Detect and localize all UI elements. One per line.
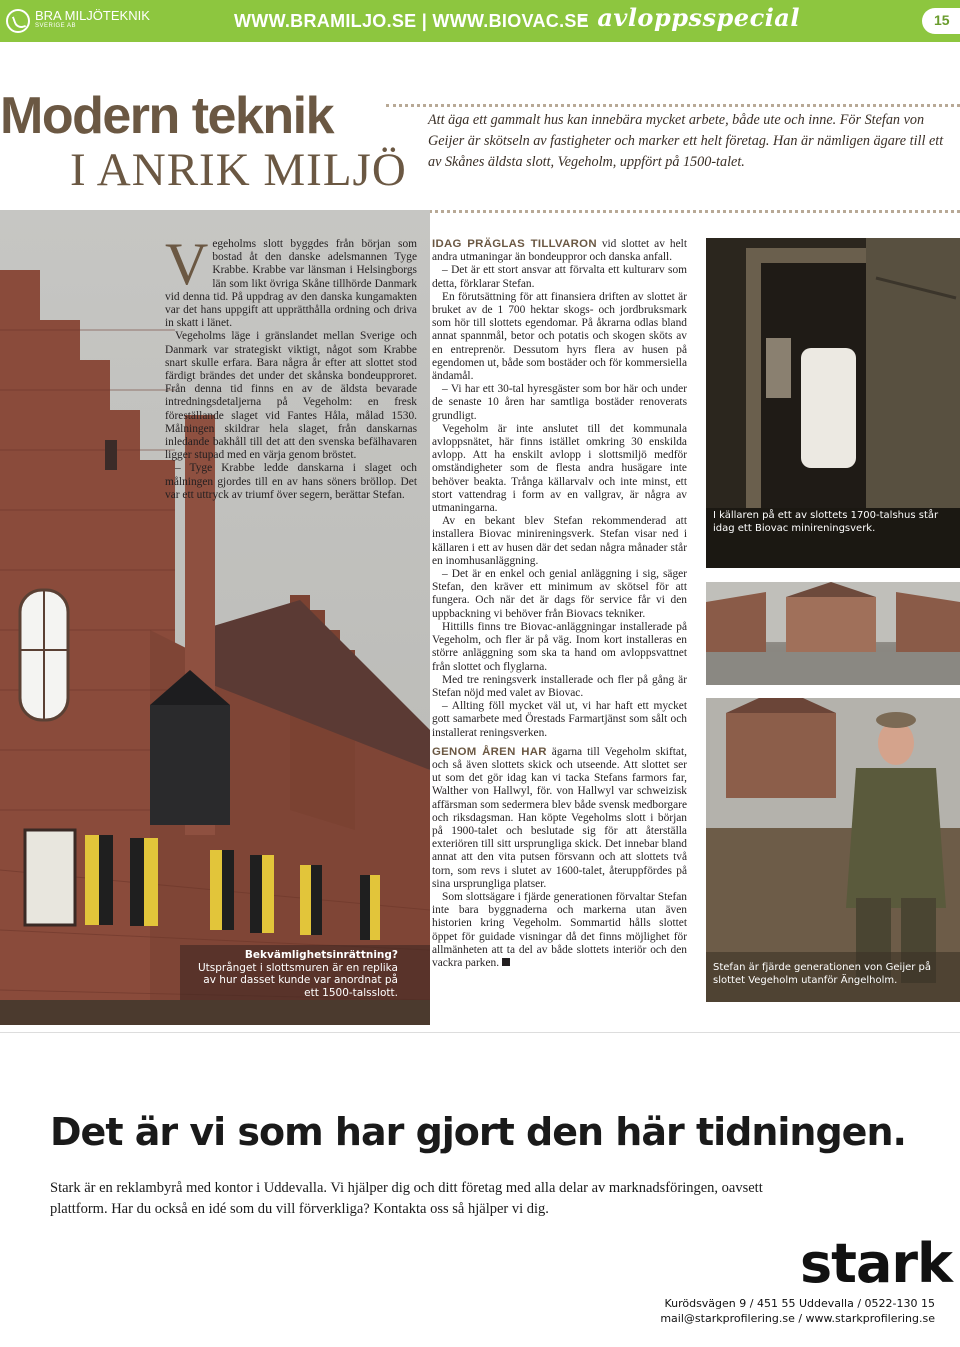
castle-caption-title: Bekvämlighetsinrättning? <box>244 949 398 961</box>
leadin-heading-2: GENOM ÅREN HAR <box>432 745 547 758</box>
leadin-heading-1: IDAG PRÄGLAS TILLVARON <box>432 238 597 250</box>
courtyard-photo <box>706 582 960 685</box>
ad-headline: Det är vi som har gjort den här tidningen. <box>50 1110 906 1154</box>
ad-contact-info <box>560 1296 935 1326</box>
cellar-caption: I källaren på ett av slottets 1700-talshus står idag ett Biovac minireningsverk. <box>713 510 939 534</box>
col2-paragraph-12: Som slottsägare i fjärde generationen förvaltar Stefan inte bara byggnaderna och markerna utan även historien kring Vegeholm. Sommartid hålls slottet öppet för guidade visningar då det finns möjlighet för allmänheten att ta del av både slottets interiör och den vackra parken. <box>432 890 687 969</box>
drop-cap: V <box>165 231 209 297</box>
owner-photo <box>706 698 960 1002</box>
col2-paragraph-1: vid slottet av helt andra utmaningar än bondeuppror och danska anfall. <box>432 238 687 264</box>
article-subtitle: I ANRIK MILJÖ <box>70 144 407 196</box>
leaf-logo-icon <box>6 9 30 33</box>
col2-paragraph-11: ägarna till Vegeholm skiftat, och så även slottets skick och utseende. Att slottet ser ut som det gör idag kan vi tacka Stefans farmors far, Walther von Hallwyl, för. von Hallwyl var schweizisk affärsman som sedermera blev både svensk medborgare och riksdagsman. Han köpte Vegeholms slott i början på 1900-talet och beslutade sig för att återställa exteriören till sitt ursprungliga skick. Det innebar bland annat att den vita putsen försvann och att slottets två torn, som revs i slutet av 1600-talet, återuppfördes på sina ursprungliga platser. <box>432 745 687 890</box>
col1-paragraph-2: Vegeholms läge i gränslandet mellan Sverige och Danmark var strategiskt viktigt, något som Krabbe snart skulle erfara. Bara några år efter att slottet stod färdigt brändes det under det skånska bondeupproret. Från denna tid finns en av de äldsta bevarade intredningsdetaljerna på Vegeholm: en fresk föreställande slaget vid Fantes Håla, målad 1530. Målningen skildrar hela slaget, från danskarnas inledande bakhåll till det att den svenska befälhavaren ligger stupad med en värja genom bröstet. <box>165 330 417 462</box>
castle-caption <box>190 949 398 999</box>
section-label: - avloppsspecial <box>578 3 800 32</box>
col2-paragraph-5: Vegeholm är inte anslutet till det kommunala avloppsnätet, här finns istället omkring 30 enskilda avlopp. Att ha enskilt avlopp i slottsmiljö medför omständigheter som de flesta andra husägare inte behöver beakta. Trånga källarvalv och inte minst, ett stort vattendrag i form av en vallgrav, är några av utmaningarna. <box>432 422 687 515</box>
col2-paragraph-3: En förutsättning för att finansiera driften av slottet är bruket av de 1 700 hektar skogs- och jordbruksmark som hör till slottets egendomar. På åkrarna odlas bland annat spannmål, betor och potatis och skogen sköts av en entreprenör. Dessutom hyrs flera av husen på egendomen ut, både som bostäder och för kommersiella ändamål. <box>432 290 687 383</box>
col2-paragraph-4: – Vi har ett 30-tal hyresgäster som bor här och under de senaste 10 åren har samtliga bostäder renoverats grundligt. <box>432 383 687 422</box>
dotted-rule-top <box>386 104 960 107</box>
col2-paragraph-10: – Allting föll mycket väl ut, vi har haft ett mycket gott samarbete med Örestads Farmartjänst som sålt och installerat reningsverken. <box>432 700 687 739</box>
article-title: Modern teknik <box>0 87 333 145</box>
courtyard-illustration <box>706 582 960 685</box>
col2-paragraph-2: – Det är ett stort ansvar att förvalta ett kulturarv som detta, förklarar Stefan. <box>432 264 687 290</box>
cellar-photo <box>706 238 960 568</box>
header-urls[interactable]: WWW.BRAMILJO.SE | WWW.BIOVAC.SE <box>234 11 589 31</box>
owner-caption: Stefan är fjärde generationen von Geijer på slottet Vegeholm utanför Ängelholm. <box>713 962 932 986</box>
ad-email-web[interactable]: mail@starkprofilering.se / www.starkprofilering.se <box>660 1312 935 1325</box>
owner-illustration <box>706 698 960 1002</box>
article-intro: Att äga ett gammalt hus kan innebära mycket arbete, både ute och inne. För Stefan von Geijer är skötseln av fastigheter och marker ett helt företag. Han är nämligen ägare till ett av Skånes äldsta slott, Vegeholm, uppfört på 1500-talet. <box>428 112 944 170</box>
col1-paragraph-1: egeholms slott byggdes från början som bostad åt den danske adelsmannen Tyge Krabbe. Krabbe var länsman i Helsingborgs län som likt övriga Skåne tillhörde Danmark vid denna tid. På uppdrag av den danska kungamakten var det hans uppgift att upprätthålla ordning och driva in skatt i länet. <box>165 238 417 330</box>
end-mark-icon <box>502 958 510 966</box>
ad-body-text: Stark är en reklambyrå med kontor i Uddevalla. Vi hjälper dig och ditt företag med alla delar av marknadsföringen, oavsett plattform. Har du också en idé som du vill förverkliga? Kontakta oss så hjälper vi dig. <box>50 1180 763 1217</box>
castle-caption-text: Utsprånget i slottsmuren är en replika av hur dasset kunde var anordnat på ett 1500-talsslott. <box>197 961 398 999</box>
article-column-1 <box>165 231 417 502</box>
stark-logo: stark <box>800 1232 952 1295</box>
page-number-badge <box>922 8 960 34</box>
ad-address: Kurödsvägen 9 / 451 55 Uddevalla / 0522-130 15 <box>664 1297 935 1310</box>
article-column-2 <box>432 238 687 970</box>
col2-paragraph-7: – Det är en enkel och genial anläggning i sig, säger Stefan, den kräver ett minimum av skötsel för att fungera. Och när det är dags för service får vi den uppbackning vi behöver från Biovacs tekniker. <box>432 568 687 620</box>
brand-subtitle: SVERIGE AB <box>35 23 77 29</box>
col2-paragraph-6: Av en bekant blev Stefan rekommenderad att installera Biovac minireningsverk. Stefan visar ned i källaren i ett av husen där det sedan några månader står en inomhusanläggning. <box>432 515 687 567</box>
col2-paragraph-9: Med tre reningsverk installerade och fler på gång är Stefan nöjd med valet av Biovac. <box>432 673 687 699</box>
page-number: 15 <box>934 12 950 28</box>
col2-paragraph-8: Hittills finns tre Biovac-anläggningar installerade på Vegeholm, och fler är på väg. Inom kort installeras en större anläggning som ska ta hand om avloppsvattnet från slottet och flyglarna. <box>432 620 687 673</box>
col1-paragraph-3: – Tyge Krabbe ledde danskarna i slaget och målningen gjordes till en av hans söners bröllop. Det var ett uttryck av triumf över segern, berättar Stefan. <box>165 462 417 501</box>
brand-name: BRA MILJÖTEKNIK <box>35 8 150 23</box>
